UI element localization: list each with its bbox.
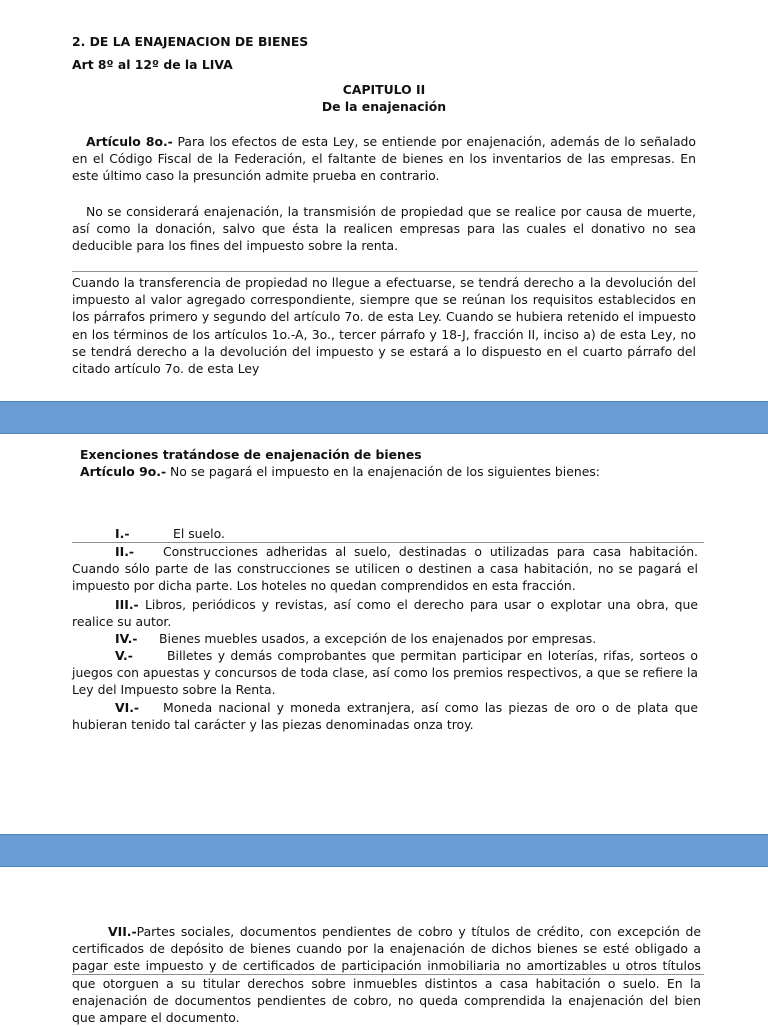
art8-paragraph-3: Cuando la transferencia de propiedad no llegue a efectuarse, se tendrá derecho a la devolución del impuesto al valor agregado correspondiente, siempre que se reúnan los requisitos establecidos en los párrafos primero y segundo del artículo 7o. de esta Ley. Cuando se hubiera retenido el impuesto en los términos de los artículos 1o.-A, 3o., tercer párrafo y 18-J, fracción II, inciso a) de esta Ley, no se tendrá derecho a la devolución del impuesto y se estará a lo dispuesto en el cuarto párrafo del citado artículo 7o. de esta Ley [72,275,696,377]
art8-paragraph-1: Artículo 8o.- Para los efectos de esta Ley, se entiende por enajenación, además de lo señalado en el Código Fiscal de la Federación, el faltante de bienes en los inventarios de las empresas. En este último caso la presunción admite prueba en contrario. [72,134,697,184]
art8-label: Artículo 8o.- [86,134,173,149]
page-separator-band [0,834,768,867]
chapter-heading: CAPITULO II De la enajenación [321,82,447,115]
page-break-rule [72,974,704,975]
fraction-ii: II.- Construcciones adheridas al suelo, destinadas o utilizadas para casa habitación. Cuando sólo parte de las construcciones se utilicen o destinen a casa habitación, no se pagará el impuesto por dicha parte. Los hoteles no quedan comprendidos en esta fracción. [72,544,698,594]
fraction-v: V.- Billetes y demás comprobantes que permitan participar en loterías, rifas, sorteos o juegos con apuestas y concursos de toda clase, así como los premios respectivos, a que se refiere la Ley del Impuesto sobre la Renta. [72,648,698,698]
page-break-rule [72,271,698,272]
section-heading: 2. DE LA ENAJENACION DE BIENES [72,34,309,49]
fraction-iv: IV.- Bienes muebles usados, a excepción de los enajenados por empresas. [115,631,597,646]
fraction-i: I.- El suelo. [115,526,225,541]
art9-heading: Exenciones tratándose de enajenación de bienes [80,447,422,462]
art8-paragraph-2: No se considerará enajenación, la transmisión de propiedad que se realice por causa de muerte, así como la donación, salvo que ésta la realicen empresas para las cuales el donativo no sea deducible para los fines del impuesto sobre la renta. [72,204,696,254]
fraction-vi: VI.- Moneda nacional y moneda extranjera, así como las piezas de oro o de plata que hubieran tenido tal carácter y las piezas denominadas onza troy. [72,700,698,733]
section-subheading: Art 8º al 12º de la LIVA [72,57,233,72]
page-separator-band [0,401,768,434]
art9-label: Artículo 9o.- [80,464,167,479]
art9-intro: Artículo 9o.- No se pagará el impuesto en la enajenación de los siguientes bienes: [80,464,600,479]
fraction-vii: VII.-Partes sociales, documentos pendientes de cobro y títulos de crédito, con excepción de certificados de depósito de bienes cuando por la enajenación de dichos bienes se esté obligado a pagar este impuesto y de certificados de participación inmobiliaria no amortizables u otros títulos que otorguen a su titular derechos sobre inmuebles distintos a casa habitación o suelo. En la enajenación de documentos pendientes de cobro, no queda comprendida la enajenación del bien que ampare el documento. [72,924,701,1026]
fraction-iii: III.- Libros, periódicos y revistas, así como el derecho para usar o explotar una obra, que realice su autor. [72,597,698,630]
